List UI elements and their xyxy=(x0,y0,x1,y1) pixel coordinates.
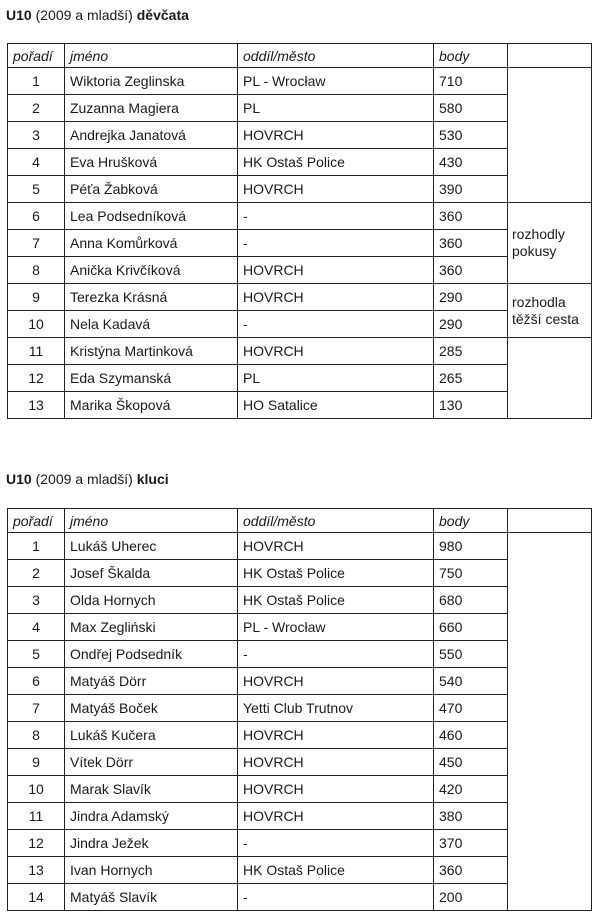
name-cell: Max Zegliński xyxy=(65,614,238,641)
boys-results-table xyxy=(7,508,592,911)
column-header-club: oddíl/město xyxy=(238,509,434,533)
name-cell: Marak Slavík xyxy=(65,776,238,803)
rank-cell: 7 xyxy=(8,230,65,257)
rank-cell: 11 xyxy=(8,803,65,830)
table-row xyxy=(8,749,592,776)
points-cell: 285 xyxy=(434,338,508,365)
rank-cell: 8 xyxy=(8,257,65,284)
name-cell: Wiktoria Zeglinska xyxy=(65,68,238,95)
name-cell: Josef Škalda xyxy=(65,560,238,587)
club-cell: HOVRCH xyxy=(238,722,434,749)
boys-section-heading xyxy=(6,471,169,487)
girls-heading-years: (2009 a mladší) xyxy=(35,7,133,23)
points-cell: 130 xyxy=(434,392,508,419)
column-header-points: body xyxy=(434,44,508,68)
rank-cell: 14 xyxy=(8,884,65,911)
table-row xyxy=(8,641,592,668)
club-cell: HK Ostaš Police xyxy=(238,587,434,614)
points-cell: 360 xyxy=(434,230,508,257)
note-cell-empty xyxy=(508,338,592,419)
club-cell: HOVRCH xyxy=(238,122,434,149)
table-row xyxy=(8,338,592,365)
club-cell: PL - Wrocław xyxy=(238,68,434,95)
table-row xyxy=(8,722,592,749)
name-cell: Lukáš Uherec xyxy=(65,533,238,560)
column-header-notes xyxy=(508,44,592,68)
column-header-rank: pořadí xyxy=(8,509,65,533)
girls-results-table xyxy=(7,43,592,419)
club-cell: PL xyxy=(238,95,434,122)
rank-cell: 8 xyxy=(8,722,65,749)
table-row xyxy=(8,695,592,722)
table-header-row xyxy=(8,44,592,68)
rank-cell: 4 xyxy=(8,149,65,176)
points-cell: 360 xyxy=(434,203,508,230)
rank-cell: 1 xyxy=(8,533,65,560)
points-cell: 980 xyxy=(434,533,508,560)
points-cell: 460 xyxy=(434,722,508,749)
name-cell: Kristýna Martinková xyxy=(65,338,238,365)
rank-cell: 6 xyxy=(8,203,65,230)
table-row xyxy=(8,149,592,176)
rank-cell: 4 xyxy=(8,614,65,641)
name-cell: Andrejka Janatová xyxy=(65,122,238,149)
column-header-club: oddíl/město xyxy=(238,44,434,68)
name-cell: Jindra Adamský xyxy=(65,803,238,830)
table-row xyxy=(8,284,592,311)
name-cell: Anna Komůrková xyxy=(65,230,238,257)
rank-cell: 1 xyxy=(8,68,65,95)
name-cell: Eva Hrušková xyxy=(65,149,238,176)
girls-section-heading xyxy=(6,7,189,23)
name-cell: Jindra Ježek xyxy=(65,830,238,857)
rank-cell: 3 xyxy=(8,587,65,614)
rank-cell: 10 xyxy=(8,776,65,803)
rank-cell: 6 xyxy=(8,668,65,695)
note-cell-empty xyxy=(508,68,592,203)
column-header-rank: pořadí xyxy=(8,44,65,68)
club-cell: HOVRCH xyxy=(238,533,434,560)
points-cell: 430 xyxy=(434,149,508,176)
club-cell: HK Ostaš Police xyxy=(238,857,434,884)
points-cell: 200 xyxy=(434,884,508,911)
points-cell: 550 xyxy=(434,641,508,668)
rank-cell: 2 xyxy=(8,560,65,587)
table-row xyxy=(8,392,592,419)
name-cell: Olda Hornych xyxy=(65,587,238,614)
girls-heading-gender: děvčata xyxy=(136,7,189,23)
points-cell: 580 xyxy=(434,95,508,122)
club-cell: HOVRCH xyxy=(238,668,434,695)
note-cell-empty xyxy=(508,533,592,911)
points-cell: 450 xyxy=(434,749,508,776)
table-header-row xyxy=(8,509,592,533)
club-cell: - xyxy=(238,830,434,857)
rank-cell: 12 xyxy=(8,365,65,392)
column-header-points: body xyxy=(434,509,508,533)
name-cell: Ivan Hornych xyxy=(65,857,238,884)
points-cell: 710 xyxy=(434,68,508,95)
rank-cell: 11 xyxy=(8,338,65,365)
rank-cell: 2 xyxy=(8,95,65,122)
club-cell: HK Ostaš Police xyxy=(238,560,434,587)
rank-cell: 3 xyxy=(8,122,65,149)
table-row xyxy=(8,311,592,338)
points-cell: 370 xyxy=(434,830,508,857)
name-cell: Marika Škopová xyxy=(65,392,238,419)
tiebreak-note-attempts: rozhodly pokusy xyxy=(508,203,592,284)
points-cell: 660 xyxy=(434,614,508,641)
rank-cell: 12 xyxy=(8,830,65,857)
club-cell: HK Ostaš Police xyxy=(238,149,434,176)
club-cell: HOVRCH xyxy=(238,257,434,284)
table-row xyxy=(8,203,592,230)
club-cell: HOVRCH xyxy=(238,749,434,776)
club-cell: HOVRCH xyxy=(238,776,434,803)
table-row xyxy=(8,614,592,641)
rank-cell: 13 xyxy=(8,857,65,884)
table-row xyxy=(8,587,592,614)
club-cell: HOVRCH xyxy=(238,338,434,365)
name-cell: Anička Krivčíková xyxy=(65,257,238,284)
points-cell: 265 xyxy=(434,365,508,392)
girls-heading-category: U10 xyxy=(6,7,32,23)
club-cell: HO Satalice xyxy=(238,392,434,419)
name-cell: Ondřej Podsedník xyxy=(65,641,238,668)
table-row xyxy=(8,95,592,122)
points-cell: 360 xyxy=(434,857,508,884)
table-row xyxy=(8,533,592,560)
boys-heading-category: U10 xyxy=(6,471,32,487)
club-cell: - xyxy=(238,884,434,911)
table-row xyxy=(8,365,592,392)
points-cell: 390 xyxy=(434,176,508,203)
club-cell: - xyxy=(238,203,434,230)
points-cell: 290 xyxy=(434,311,508,338)
table-row xyxy=(8,668,592,695)
name-cell: Zuzanna Magiera xyxy=(65,95,238,122)
table-row xyxy=(8,830,592,857)
column-header-name: jméno xyxy=(65,44,238,68)
table-row xyxy=(8,803,592,830)
points-cell: 680 xyxy=(434,587,508,614)
club-cell: PL xyxy=(238,365,434,392)
name-cell: Terezka Krásná xyxy=(65,284,238,311)
name-cell: Eda Szymanská xyxy=(65,365,238,392)
table-row xyxy=(8,68,592,95)
column-header-notes xyxy=(508,509,592,533)
club-cell: HOVRCH xyxy=(238,176,434,203)
club-cell: Yetti Club Trutnov xyxy=(238,695,434,722)
rank-cell: 9 xyxy=(8,749,65,776)
points-cell: 360 xyxy=(434,257,508,284)
points-cell: 530 xyxy=(434,122,508,149)
points-cell: 470 xyxy=(434,695,508,722)
points-cell: 750 xyxy=(434,560,508,587)
table-row xyxy=(8,884,592,911)
name-cell: Péťa Žabková xyxy=(65,176,238,203)
club-cell: PL - Wrocław xyxy=(238,614,434,641)
points-cell: 420 xyxy=(434,776,508,803)
rank-cell: 13 xyxy=(8,392,65,419)
column-header-name: jméno xyxy=(65,509,238,533)
table-row xyxy=(8,560,592,587)
club-cell: HOVRCH xyxy=(238,803,434,830)
table-row xyxy=(8,857,592,884)
club-cell: - xyxy=(238,311,434,338)
points-cell: 380 xyxy=(434,803,508,830)
name-cell: Lukáš Kučera xyxy=(65,722,238,749)
rank-cell: 5 xyxy=(8,176,65,203)
boys-heading-years: (2009 a mladší) xyxy=(35,471,133,487)
rank-cell: 9 xyxy=(8,284,65,311)
boys-heading-gender: kluci xyxy=(136,471,169,487)
table-row xyxy=(8,776,592,803)
club-cell: - xyxy=(238,641,434,668)
name-cell: Matyáš Boček xyxy=(65,695,238,722)
table-row xyxy=(8,176,592,203)
name-cell: Nela Kadavá xyxy=(65,311,238,338)
table-row xyxy=(8,122,592,149)
rank-cell: 5 xyxy=(8,641,65,668)
points-cell: 290 xyxy=(434,284,508,311)
name-cell: Matyáš Slavík xyxy=(65,884,238,911)
tiebreak-note-harder-route: rozhodla těžší cesta xyxy=(508,284,592,338)
club-cell: HOVRCH xyxy=(238,284,434,311)
points-cell: 540 xyxy=(434,668,508,695)
name-cell: Vítek Dörr xyxy=(65,749,238,776)
name-cell: Lea Podsedníková xyxy=(65,203,238,230)
rank-cell: 10 xyxy=(8,311,65,338)
table-row xyxy=(8,257,592,284)
table-row xyxy=(8,230,592,257)
name-cell: Matyáš Dörr xyxy=(65,668,238,695)
club-cell: - xyxy=(238,230,434,257)
rank-cell: 7 xyxy=(8,695,65,722)
